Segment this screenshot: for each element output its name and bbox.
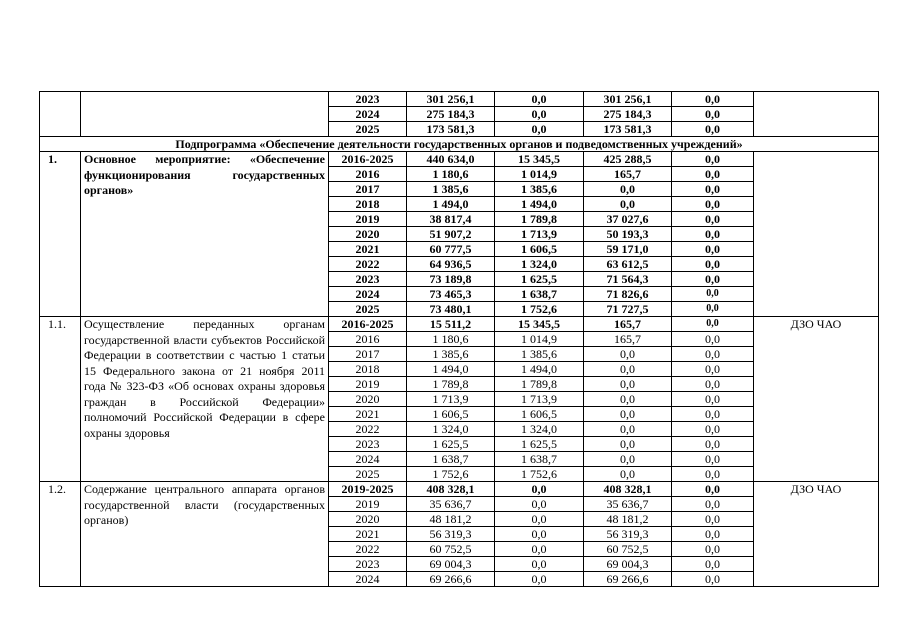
federal-cell: 0,0	[495, 572, 584, 587]
item-number: 1.2.	[40, 482, 81, 587]
federal-cell: 1 713,9	[495, 392, 584, 407]
federal-cell: 1 606,5	[495, 242, 584, 257]
other-cell: 0,0	[672, 467, 754, 482]
federal-cell: 1 014,9	[495, 167, 584, 182]
total-cell: 64 936,5	[407, 257, 495, 272]
year-cell: 2022	[329, 257, 407, 272]
section-title: Подпрограмма «Обеспечение деятельности государственных органов и подведомственных учреждений»	[40, 137, 879, 152]
other-cell: 0,0	[672, 152, 754, 167]
year-cell: 2025	[329, 122, 407, 137]
year-cell: 2024	[329, 572, 407, 587]
regional-cell: 59 171,0	[584, 242, 672, 257]
total-cell: 1 180,6	[407, 167, 495, 182]
section-row	[40, 137, 879, 152]
federal-cell: 1 385,6	[495, 347, 584, 362]
federal-cell: 0,0	[495, 497, 584, 512]
table-row	[40, 482, 879, 497]
budget-table	[39, 91, 879, 587]
total-cell: 60 777,5	[407, 242, 495, 257]
total-cell: 1 752,6	[407, 467, 495, 482]
regional-cell: 71 826,6	[584, 287, 672, 302]
regional-cell: 60 752,5	[584, 542, 672, 557]
total-cell: 69 004,3	[407, 557, 495, 572]
regional-cell: 165,7	[584, 332, 672, 347]
federal-cell: 1 638,7	[495, 287, 584, 302]
federal-cell: 0,0	[495, 122, 584, 137]
regional-cell: 35 636,7	[584, 497, 672, 512]
total-cell: 69 266,6	[407, 572, 495, 587]
regional-cell: 0,0	[584, 197, 672, 212]
regional-cell: 275 184,3	[584, 107, 672, 122]
year-cell: 2022	[329, 422, 407, 437]
item-number: 1.	[40, 152, 81, 317]
regional-cell: 0,0	[584, 377, 672, 392]
year-cell: 2019	[329, 212, 407, 227]
year-cell: 2017	[329, 347, 407, 362]
total-cell: 440 634,0	[407, 152, 495, 167]
regional-cell: 71 564,3	[584, 272, 672, 287]
other-cell: 0,0	[672, 422, 754, 437]
other-cell: 0,0	[672, 242, 754, 257]
other-cell: 0,0	[672, 572, 754, 587]
federal-cell: 1 385,6	[495, 182, 584, 197]
other-cell: 0,0	[672, 482, 754, 497]
year-cell: 2016	[329, 332, 407, 347]
year-cell: 2019	[329, 377, 407, 392]
other-cell: 0,0	[672, 527, 754, 542]
year-cell: 2016	[329, 167, 407, 182]
description-cell	[81, 92, 329, 137]
responsible-cell: ДЗО ЧАО	[754, 482, 879, 587]
regional-cell: 0,0	[584, 182, 672, 197]
total-cell: 15 511,2	[407, 317, 495, 332]
total-cell: 1 606,5	[407, 407, 495, 422]
regional-cell: 165,7	[584, 317, 672, 332]
year-cell: 2016-2025	[329, 317, 407, 332]
other-cell: 0,0	[672, 302, 754, 317]
regional-cell: 0,0	[584, 347, 672, 362]
other-cell: 0,0	[672, 107, 754, 122]
federal-cell: 1 324,0	[495, 422, 584, 437]
year-cell: 2021	[329, 407, 407, 422]
federal-cell: 0,0	[495, 482, 584, 497]
federal-cell: 0,0	[495, 542, 584, 557]
federal-cell: 1 625,5	[495, 437, 584, 452]
other-cell: 0,0	[672, 287, 754, 302]
regional-cell: 71 727,5	[584, 302, 672, 317]
table-row	[40, 92, 879, 107]
item-description: Основное мероприятие: «Обеспечение функционирования государственных органов»	[81, 152, 329, 317]
regional-cell: 0,0	[584, 407, 672, 422]
item-number: 1.1.	[40, 317, 81, 482]
year-cell: 2022	[329, 542, 407, 557]
total-cell: 1 385,6	[407, 347, 495, 362]
number-cell	[40, 92, 81, 137]
regional-cell: 48 181,2	[584, 512, 672, 527]
year-cell: 2025	[329, 467, 407, 482]
other-cell: 0,0	[672, 392, 754, 407]
year-cell: 2018	[329, 362, 407, 377]
federal-cell: 0,0	[495, 107, 584, 122]
federal-cell: 0,0	[495, 92, 584, 107]
regional-cell: 408 328,1	[584, 482, 672, 497]
total-cell: 1 494,0	[407, 197, 495, 212]
table-row	[40, 317, 879, 332]
total-cell: 51 907,2	[407, 227, 495, 242]
other-cell: 0,0	[672, 257, 754, 272]
year-cell: 2023	[329, 557, 407, 572]
year-cell: 2016-2025	[329, 152, 407, 167]
other-cell: 0,0	[672, 332, 754, 347]
responsible-cell	[754, 92, 879, 137]
other-cell: 0,0	[672, 167, 754, 182]
total-cell: 173 581,3	[407, 122, 495, 137]
item-description: Содержание центрального аппарата органов государственной власти (государственных органов)	[81, 482, 329, 587]
regional-cell: 0,0	[584, 422, 672, 437]
federal-cell: 1 789,8	[495, 377, 584, 392]
federal-cell: 1 014,9	[495, 332, 584, 347]
year-cell: 2017	[329, 182, 407, 197]
federal-cell: 15 345,5	[495, 152, 584, 167]
other-cell: 0,0	[672, 452, 754, 467]
regional-cell: 56 319,3	[584, 527, 672, 542]
other-cell: 0,0	[672, 182, 754, 197]
total-cell: 60 752,5	[407, 542, 495, 557]
responsible-cell: ДЗО ЧАО	[754, 317, 879, 482]
regional-cell: 0,0	[584, 392, 672, 407]
year-cell: 2025	[329, 302, 407, 317]
total-cell: 56 319,3	[407, 527, 495, 542]
regional-cell: 165,7	[584, 167, 672, 182]
total-cell: 408 328,1	[407, 482, 495, 497]
other-cell: 0,0	[672, 317, 754, 332]
regional-cell: 301 256,1	[584, 92, 672, 107]
year-cell: 2023	[329, 437, 407, 452]
year-cell: 2023	[329, 92, 407, 107]
total-cell: 1 638,7	[407, 452, 495, 467]
regional-cell: 50 193,3	[584, 227, 672, 242]
regional-cell: 69 004,3	[584, 557, 672, 572]
total-cell: 1 324,0	[407, 422, 495, 437]
regional-cell: 0,0	[584, 437, 672, 452]
other-cell: 0,0	[672, 347, 754, 362]
total-cell: 73 480,1	[407, 302, 495, 317]
regional-cell: 37 027,6	[584, 212, 672, 227]
year-cell: 2021	[329, 527, 407, 542]
federal-cell: 1 638,7	[495, 452, 584, 467]
year-cell: 2021	[329, 242, 407, 257]
federal-cell: 1 324,0	[495, 257, 584, 272]
regional-cell: 0,0	[584, 362, 672, 377]
year-cell: 2018	[329, 197, 407, 212]
year-cell: 2024	[329, 452, 407, 467]
federal-cell: 1 752,6	[495, 302, 584, 317]
federal-cell: 0,0	[495, 512, 584, 527]
total-cell: 1 180,6	[407, 332, 495, 347]
federal-cell: 0,0	[495, 557, 584, 572]
regional-cell: 63 612,5	[584, 257, 672, 272]
other-cell: 0,0	[672, 227, 754, 242]
federal-cell: 1 494,0	[495, 362, 584, 377]
total-cell: 1 494,0	[407, 362, 495, 377]
other-cell: 0,0	[672, 497, 754, 512]
other-cell: 0,0	[672, 407, 754, 422]
total-cell: 73 189,8	[407, 272, 495, 287]
other-cell: 0,0	[672, 437, 754, 452]
year-cell: 2019-2025	[329, 482, 407, 497]
other-cell: 0,0	[672, 272, 754, 287]
year-cell: 2024	[329, 107, 407, 122]
other-cell: 0,0	[672, 92, 754, 107]
federal-cell: 15 345,5	[495, 317, 584, 332]
other-cell: 0,0	[672, 377, 754, 392]
total-cell: 38 817,4	[407, 212, 495, 227]
regional-cell: 173 581,3	[584, 122, 672, 137]
federal-cell: 1 713,9	[495, 227, 584, 242]
year-cell: 2020	[329, 392, 407, 407]
year-cell: 2023	[329, 272, 407, 287]
year-cell: 2020	[329, 512, 407, 527]
other-cell: 0,0	[672, 557, 754, 572]
year-cell: 2019	[329, 497, 407, 512]
other-cell: 0,0	[672, 542, 754, 557]
total-cell: 48 181,2	[407, 512, 495, 527]
regional-cell: 0,0	[584, 452, 672, 467]
total-cell: 35 636,7	[407, 497, 495, 512]
total-cell: 1 385,6	[407, 182, 495, 197]
federal-cell: 1 494,0	[495, 197, 584, 212]
federal-cell: 0,0	[495, 527, 584, 542]
other-cell: 0,0	[672, 122, 754, 137]
total-cell: 1 625,5	[407, 437, 495, 452]
item-description: Осуществление переданных органам государственной власти субъектов Российской Федерации в соответствии с частью 1 статьи 15 Федерального закона от 21 ноября 2011 года № 323-ФЗ «Об основах охраны здоровья граждан в Российской Федерации» полномочий Российской Федерации в сфере охраны здоровья	[81, 317, 329, 482]
regional-cell: 69 266,6	[584, 572, 672, 587]
table-row	[40, 152, 879, 167]
responsible-cell	[754, 152, 879, 317]
federal-cell: 1 789,8	[495, 212, 584, 227]
total-cell: 1 789,8	[407, 377, 495, 392]
other-cell: 0,0	[672, 362, 754, 377]
regional-cell: 0,0	[584, 467, 672, 482]
total-cell: 1 713,9	[407, 392, 495, 407]
year-cell: 2020	[329, 227, 407, 242]
federal-cell: 1 606,5	[495, 407, 584, 422]
other-cell: 0,0	[672, 512, 754, 527]
total-cell: 275 184,3	[407, 107, 495, 122]
federal-cell: 1 625,5	[495, 272, 584, 287]
federal-cell: 1 752,6	[495, 467, 584, 482]
other-cell: 0,0	[672, 212, 754, 227]
table-body	[40, 92, 879, 587]
total-cell: 301 256,1	[407, 92, 495, 107]
other-cell: 0,0	[672, 197, 754, 212]
year-cell: 2024	[329, 287, 407, 302]
total-cell: 73 465,3	[407, 287, 495, 302]
regional-cell: 425 288,5	[584, 152, 672, 167]
